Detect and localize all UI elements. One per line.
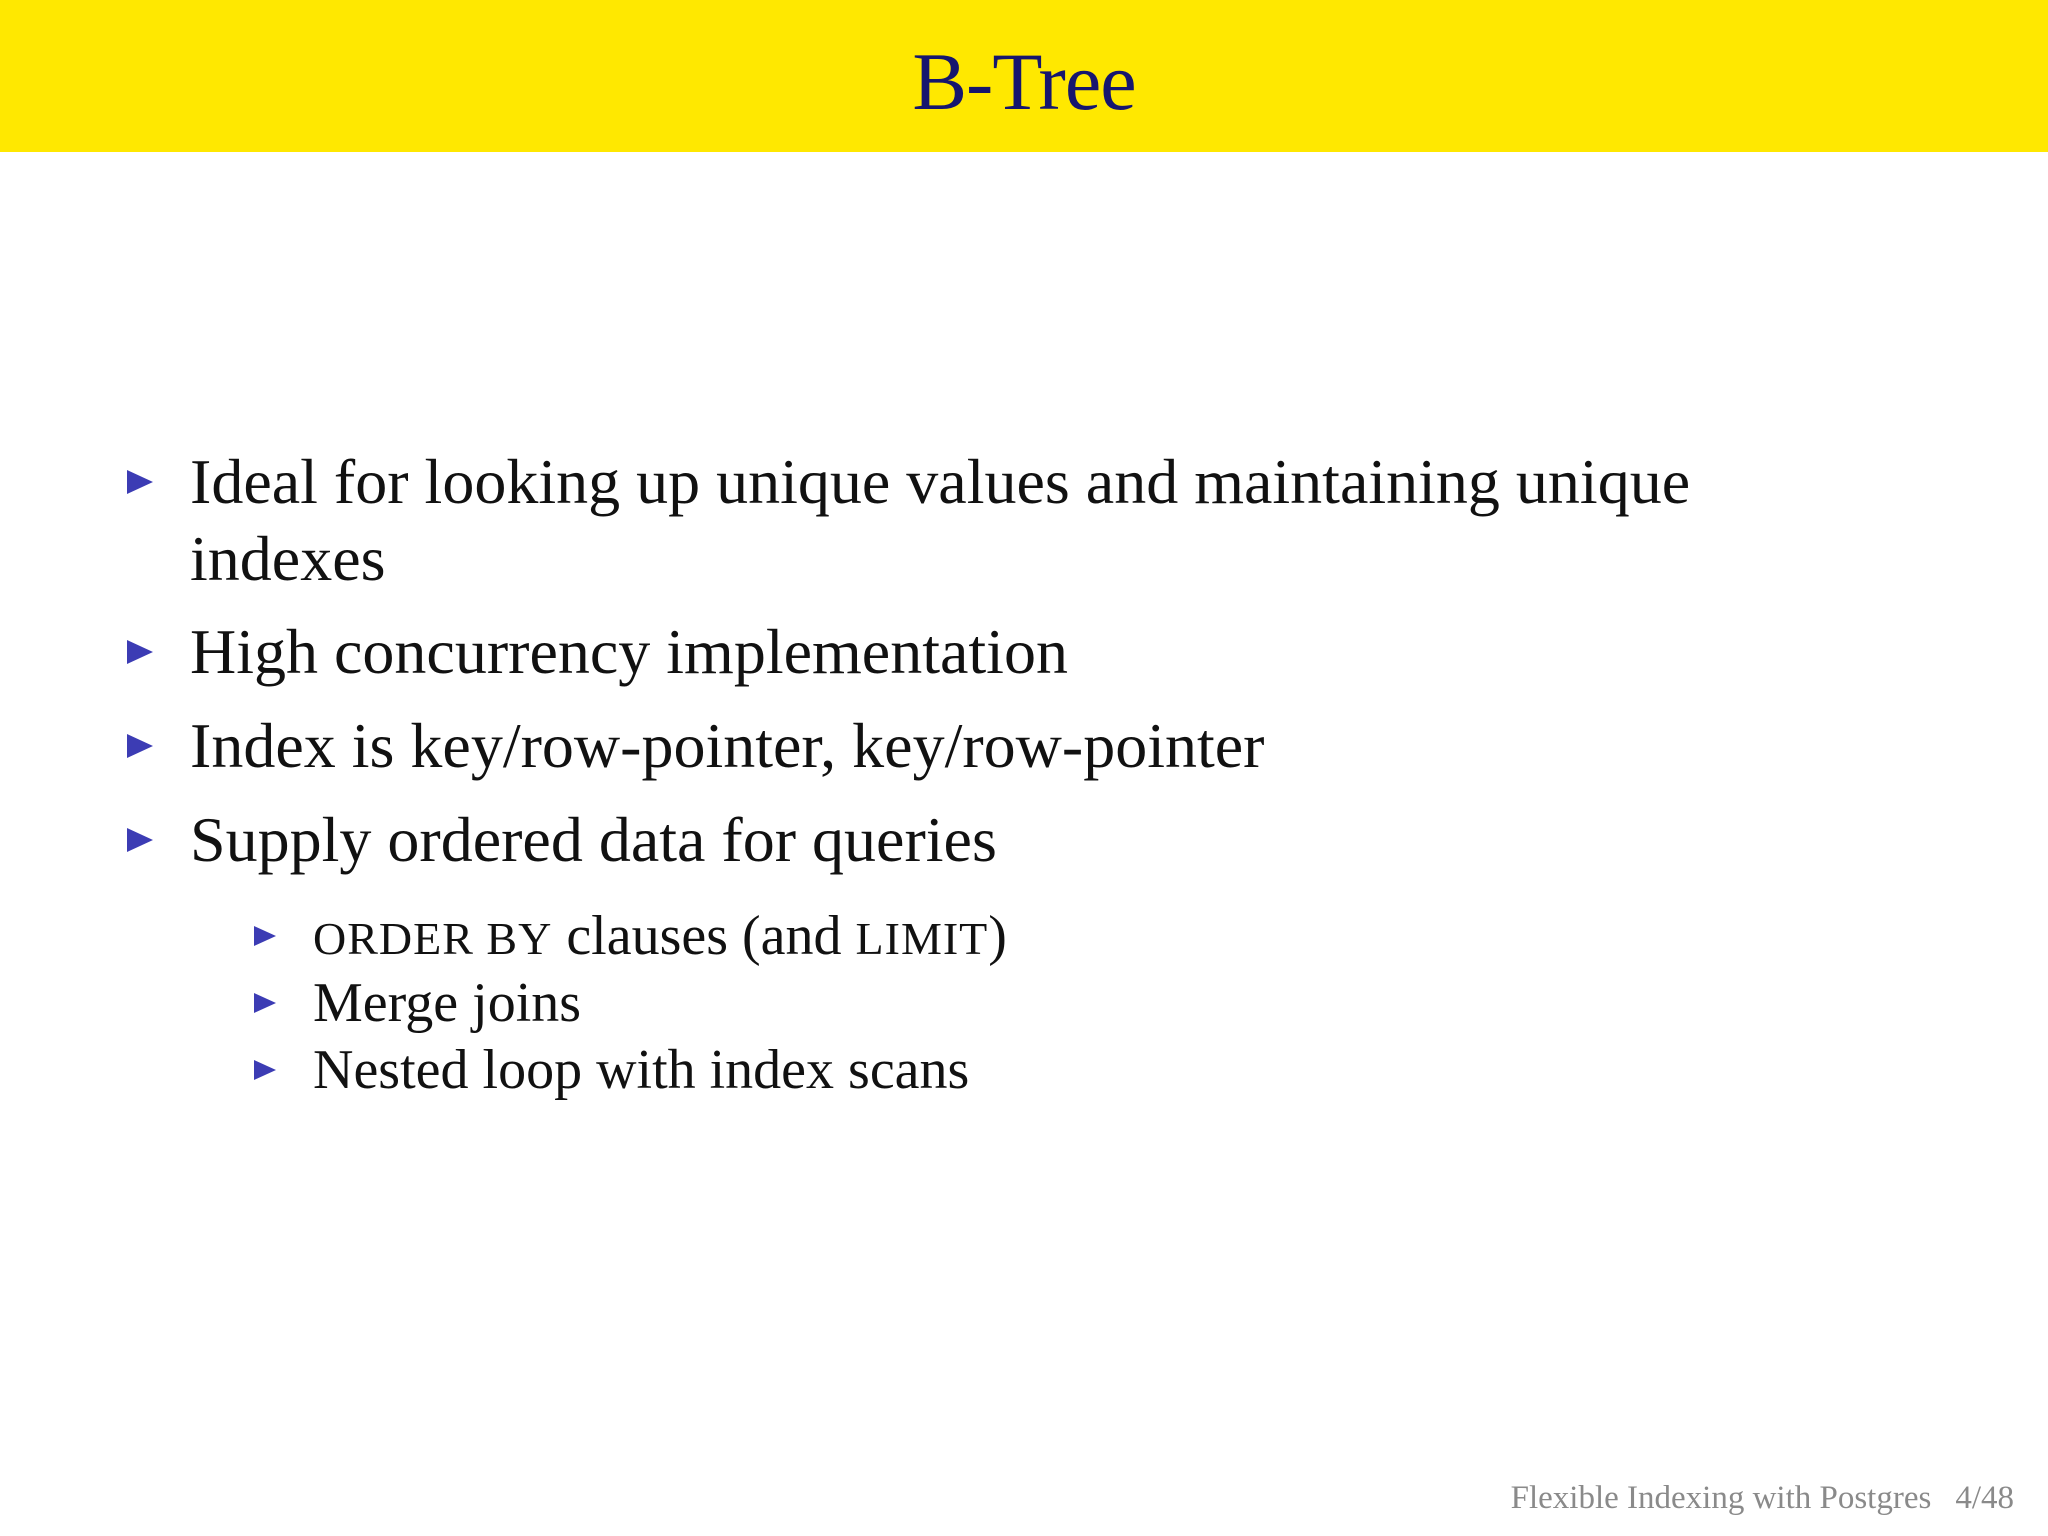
order-by-keyword: ORDER BY xyxy=(313,913,553,964)
footer-page-number: 4/48 xyxy=(1955,1480,2014,1516)
sub-bullet-triangle-icon xyxy=(254,926,276,946)
bullet-item-1-line-1: Ideal for looking up unique values and maintaining unique xyxy=(190,446,1691,517)
footer-presentation-title: Flexible Indexing with Postgres xyxy=(1510,1480,1932,1516)
sub-bullet-triangle-icon xyxy=(254,1060,276,1080)
sub-bullet-triangle-icon xyxy=(254,993,276,1013)
footer xyxy=(1511,1478,2014,1518)
sub-bullet-item-1-text: clauses (and xyxy=(552,905,856,967)
bullet-item-4: Supply ordered data for queries xyxy=(190,804,997,875)
sub-bullet-item-1-close: ) xyxy=(988,905,1007,967)
bullet-triangle-icon xyxy=(127,640,153,664)
bullet-item-2: High concurrency implementation xyxy=(190,616,1068,687)
bullet-item-1-line-2: indexes xyxy=(190,523,386,594)
slide-title: B-Tree xyxy=(912,36,1136,127)
sub-bullet-item-2: Merge joins xyxy=(313,972,582,1034)
bullet-item-3: Index is key/row-pointer, key/row-pointer xyxy=(190,710,1265,781)
sub-bullet-item-1 xyxy=(313,903,1007,972)
bullet-triangle-icon xyxy=(127,734,153,758)
sub-bullet-item-3: Nested loop with index scans xyxy=(313,1039,970,1101)
bullet-triangle-icon xyxy=(127,470,153,494)
bullet-triangle-icon xyxy=(127,828,153,852)
limit-keyword: LIMIT xyxy=(855,913,989,964)
